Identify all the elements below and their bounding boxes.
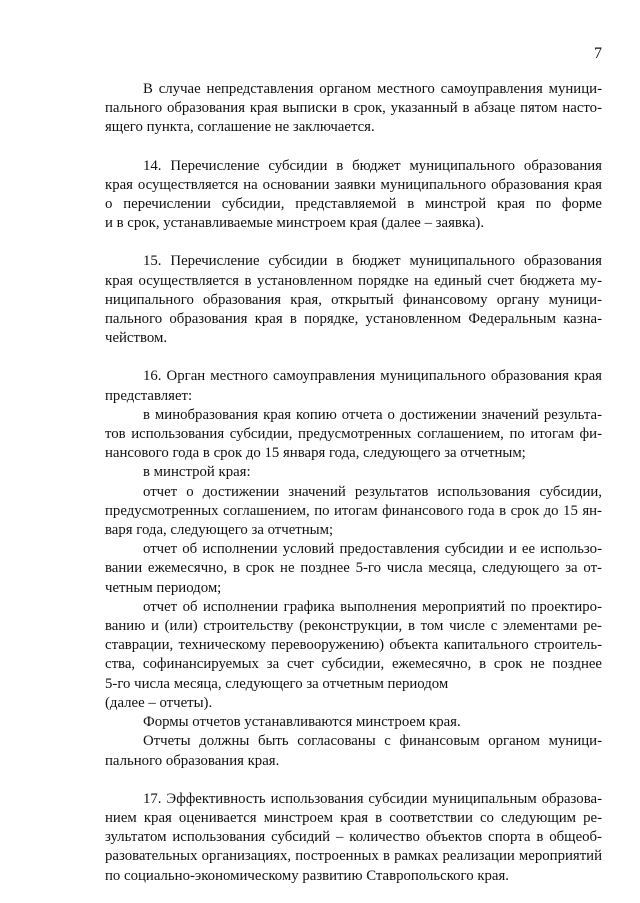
text-line: разовательных организациях, построенных в рамках реализации мероприятий: [105, 848, 602, 865]
text-line: ставрации, техническому перевооружению) объекта капитального строитель-: [105, 637, 602, 654]
paragraph-gap: [105, 233, 602, 252]
text-line: варя года, следующего за отчетным;: [105, 522, 334, 539]
paragraph: [105, 252, 602, 348]
paragraph: [105, 367, 602, 405]
text-line: 5-го числа месяца, следующего за отчетным периодом: [105, 675, 449, 692]
text-line: В случае непредставления органом местного самоуправления муници-: [143, 81, 602, 97]
paragraph: [105, 598, 602, 713]
document-body: [105, 80, 602, 886]
text-line: и в срок, устанавливаемые минстроем края (далее – заявка).: [105, 215, 485, 232]
text-line: ства, софинансируемых за счет субсидии, ежемесячно, в срок не позднее: [105, 656, 602, 673]
text-line: (далее – отчеты).: [105, 694, 213, 711]
text-line: о перечислении субсидии, представляемой в минстрой края по форме: [105, 196, 602, 213]
paragraph: [105, 483, 602, 541]
text-line: ванию и (или) строительству (реконструкции, в том числе с элементами ре-: [105, 618, 602, 635]
text-line: края осуществляется на основании заявки муниципального образования края: [105, 176, 602, 193]
text-line: 15. Перечисление субсидии в бюджет муниципального образования: [143, 253, 602, 270]
paragraph-gap: [105, 348, 602, 367]
text-line: чейством.: [105, 330, 168, 347]
paragraph-gap: [105, 138, 602, 157]
text-line: 14. Перечисление субсидии в бюджет муниципального образования: [143, 157, 602, 174]
paragraph: [105, 80, 602, 138]
text-line: пального образования края в порядке, установленном Федеральным казна-: [105, 311, 602, 328]
text-line: 16. Орган местного самоуправления муниципального образования края: [143, 368, 602, 385]
paragraph: [105, 157, 602, 234]
text-line: в минстрой края:: [143, 464, 251, 481]
paragraph: [105, 713, 602, 732]
text-line: в минобразования края копию отчета о достижении значений результа-: [143, 406, 602, 423]
text-line: Формы отчетов устанавливаются минстроем края.: [143, 714, 461, 731]
text-line: Отчеты должны быть согласованы с финансовым органом муници-: [143, 733, 602, 750]
text-line: зультатом использования субсидий – количество объектов спорта в общеоб-: [105, 829, 602, 846]
text-line: отчет об исполнении условий предоставления субсидии и ее использо-: [143, 541, 602, 558]
text-line: нием края оценивается минстроем края в соответствии со следующим ре-: [105, 809, 602, 826]
text-line: тов использования субсидии, предусмотренных соглашением, по итогам фи-: [105, 426, 602, 443]
text-line: пального образования края.: [105, 752, 280, 769]
text-line: края осуществляется в установленном порядке на единый счет бюджета му-: [105, 272, 602, 289]
text-line: отчет о достижении значений результатов использования субсидии,: [143, 483, 602, 500]
text-line: ниципального образования края, открытый финансовому органу муници-: [105, 291, 602, 308]
text-line: нансового года в срок до 15 января года, следующего за отчетным;: [105, 445, 526, 462]
text-line: представляет:: [105, 387, 193, 404]
paragraph: [105, 540, 602, 598]
paragraph: [105, 463, 602, 482]
text-line: отчет об исполнении графика выполнения мероприятий по проектиро-: [143, 598, 602, 615]
text-line: вании ежемесячно, в срок не позднее 5-го числа месяца, следующего за от-: [105, 560, 602, 577]
page-number: 7: [594, 45, 602, 62]
text-line: ящего пункта, соглашение не заключается.: [105, 119, 375, 136]
text-line: 17. Эффективность использования субсидии муниципальным образова-: [143, 790, 602, 807]
text-line: предусмотренных соглашением, по итогам финансового года в срок до 15 ян-: [105, 502, 602, 519]
paragraph: [105, 790, 602, 886]
paragraph: [105, 406, 602, 464]
text-line: по социально-экономическому развитию Ставропольского края.: [105, 867, 510, 884]
paragraph-gap: [105, 771, 602, 790]
text-line: пального образования края выписки в срок, указанный в абзаце пятом насто-: [105, 100, 602, 117]
paragraph: [105, 732, 602, 770]
text-line: четным периодом;: [105, 579, 222, 596]
